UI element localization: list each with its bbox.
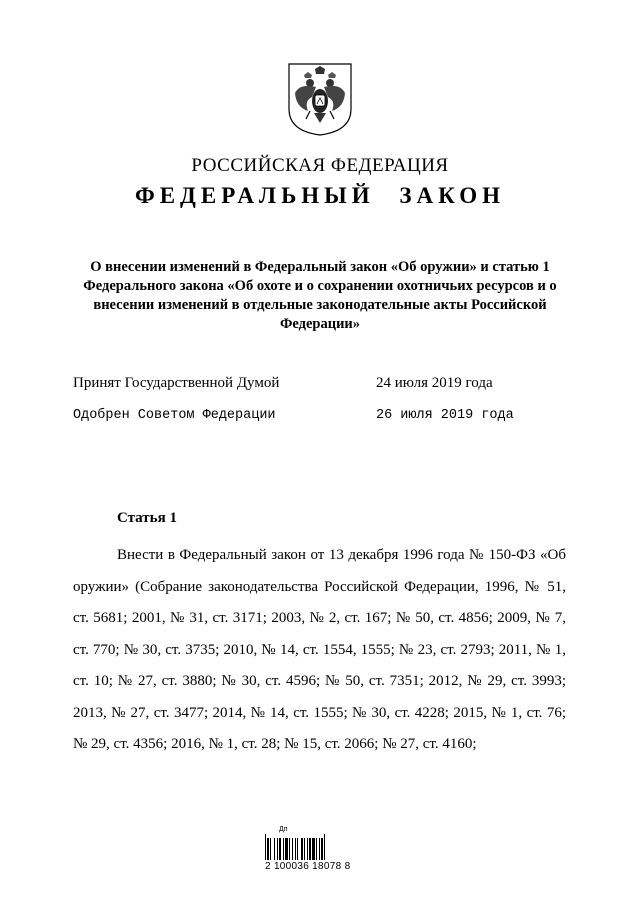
barcode-bar: [325, 834, 326, 860]
adoption-date: 26 июля 2019 года: [376, 408, 514, 423]
document-type-heading: ФЕДЕРАЛЬНЫЙ ЗАКОН: [134, 183, 506, 208]
law-title: О внесении изменений в Федеральный закон «Об оружии» и статью 1 Федерального закона «Об охоте и о сохранении охотничьих ресурсов и о внесении изменений в отдельные законодательные акты Российской Федерации»: [83, 259, 557, 332]
barcode-mark: Дп: [279, 826, 288, 833]
barcode-bars: [265, 834, 381, 860]
adoption-label: Одобрен Советом Федерации: [73, 408, 276, 423]
country-heading: РОССИЙСКАЯ ФЕДЕРАЦИЯ: [191, 155, 449, 176]
adoption-row-council: [73, 408, 514, 423]
coat-of-arms-icon: [286, 61, 354, 137]
article-heading: Статья 1: [117, 510, 177, 526]
barcode: [265, 826, 381, 872]
barcode-number: 2 100036 18078 8: [265, 861, 351, 872]
adoption-date: 24 июля 2019 года: [376, 375, 493, 391]
adoption-row-duma: [73, 375, 493, 392]
article-body-text: Внести в Федеральный закон от 13 декабря 1996 года № 150-ФЗ «Об оружии» (Собрание законодательства Российской Федерации, 1996, № 51, ст. 5681; 2001, № 31, ст. 3171; 2003, № 2, ст. 167; № 50, ст. 4856; 2009, № 7, ст. 770; № 30, ст. 3735; 2010, № 14, ст. 1554, 1555; № 23, ст. 2793; 2011, № 1, ст. 10; № 27, ст. 3880; № 30, ст. 4596; № 50, ст. 7351; 2012, № 29, ст. 3993; 2013, № 27, ст. 3477; 2014, № 14, ст. 1555; № 30, ст. 4228; 2015, № 1, ст. 76; № 29, ст. 4356; 2016, № 1, ст. 28; № 15, ст. 2066; № 27, ст. 4160;: [73, 547, 566, 752]
adoption-label: Принят Государственной Думой: [73, 375, 280, 391]
